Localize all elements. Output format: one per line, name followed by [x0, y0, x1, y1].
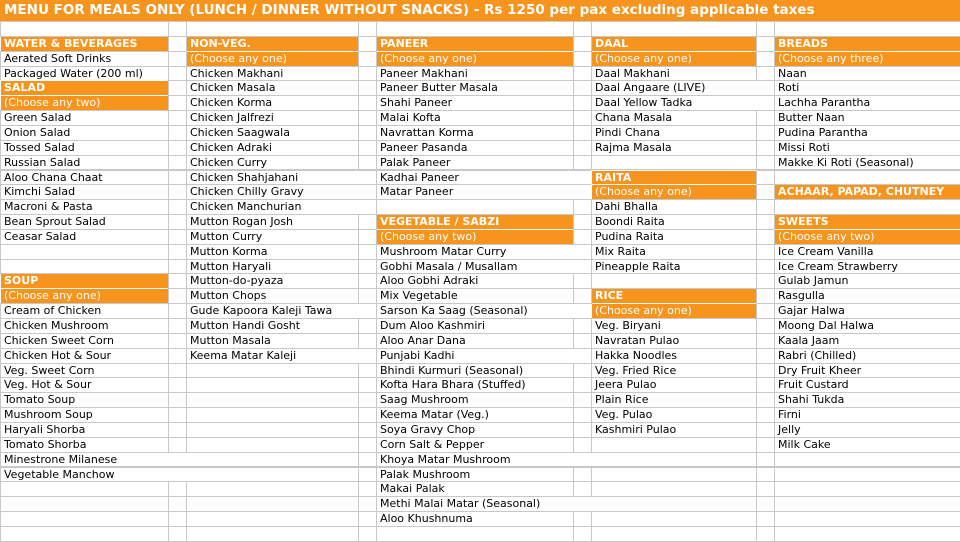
menu-item: Missi Roti — [774, 140, 960, 156]
empty-cell — [573, 199, 592, 215]
empty-cell — [0, 21, 169, 37]
menu-item: Aloo Gobhi Adraki — [376, 273, 574, 289]
empty-cell — [591, 155, 757, 171]
menu-item: Mutton Curry — [186, 229, 359, 245]
empty-cell — [756, 481, 775, 497]
menu-item: Butter Naan — [774, 110, 960, 126]
menu-item: Ice Cream Strawberry — [774, 259, 960, 275]
empty-cell — [591, 273, 757, 289]
menu-item: Tossed Salad — [0, 140, 169, 156]
empty-cell — [0, 481, 169, 497]
menu-item: Mutton Rogan Josh — [186, 214, 359, 230]
empty-cell — [573, 51, 592, 67]
menu-item: Daal Angaare (LIVE) — [591, 80, 775, 96]
empty-cell — [186, 496, 359, 512]
menu-item: Chicken Hot & Sour — [0, 348, 169, 364]
empty-cell — [358, 51, 377, 67]
empty-cell — [358, 437, 377, 453]
empty-cell — [756, 259, 775, 275]
menu-item: Gajar Halwa — [774, 303, 960, 319]
menu-item: Mushroom Soup — [0, 407, 169, 423]
menu-item: Soya Gravy Chop — [376, 422, 574, 438]
menu-item: Navrattan Korma — [376, 125, 574, 141]
empty-cell — [168, 51, 187, 67]
menu-item: Rasgulla — [774, 288, 960, 304]
menu-item: Haryali Shorba — [0, 422, 169, 438]
empty-cell — [358, 288, 377, 304]
menu-item: Macroni & Pasta — [0, 199, 169, 215]
empty-cell — [358, 526, 377, 542]
menu-item: Palak Paneer — [376, 155, 574, 171]
empty-cell — [168, 36, 187, 52]
menu-item: Aloo Anar Dana — [376, 333, 574, 349]
menu-item: Dum Aloo Kashmiri — [376, 318, 574, 334]
empty-cell — [168, 303, 187, 319]
rice-heading: RICE — [591, 288, 757, 304]
empty-cell — [573, 140, 592, 156]
menu-item: Naan — [774, 66, 960, 82]
menu-item: Gobhi Masala / Musallam — [376, 259, 592, 275]
menu-item: Matar Paneer — [376, 184, 592, 200]
menu-item: Paneer Butter Masala — [376, 80, 574, 96]
empty-cell — [376, 21, 574, 37]
menu-item: Veg. Hot & Sour — [0, 377, 169, 393]
empty-cell — [573, 377, 592, 393]
sweets-choose: (Choose any two) — [774, 229, 960, 245]
menu-item: Veg. Fried Rice — [591, 363, 757, 379]
empty-cell — [358, 511, 377, 527]
empty-cell — [168, 526, 187, 542]
empty-cell — [168, 348, 187, 364]
empty-cell — [358, 229, 377, 245]
raita-heading: RAITA — [591, 170, 757, 186]
menu-item: Palak Mushroom — [376, 467, 574, 483]
menu-item: Punjabi Kadhi — [376, 348, 592, 364]
empty-cell — [756, 437, 775, 453]
empty-cell — [168, 184, 187, 200]
empty-cell — [573, 95, 592, 111]
empty-cell — [756, 155, 775, 171]
menu-item: Gulab Jamun — [774, 273, 960, 289]
menu-item: Aloo Chana Chaat — [0, 170, 169, 186]
menu-item: Chicken Chilly Gravy — [186, 184, 377, 200]
empty-cell — [573, 36, 592, 52]
empty-cell — [376, 199, 574, 215]
empty-cell — [358, 80, 377, 96]
empty-cell — [591, 467, 757, 483]
raita-choose: (Choose any one) — [591, 184, 757, 200]
menu-item: Pineapple Raita — [591, 259, 757, 275]
empty-cell — [756, 333, 775, 349]
menu-title: MENU FOR MEALS ONLY (LUNCH / DINNER WITHOUT SNACKS) - Rs 1250 per pax excluding applicable taxes — [0, 0, 960, 21]
empty-cell — [168, 140, 187, 156]
menu-item: Shahi Paneer — [376, 95, 574, 111]
empty-cell — [756, 363, 775, 379]
menu-item: Minestrone Milanese — [0, 452, 359, 468]
empty-cell — [756, 496, 775, 512]
empty-cell — [358, 273, 377, 289]
menu-item: Paneer Pasanda — [376, 140, 574, 156]
empty-cell — [186, 422, 359, 438]
empty-cell — [358, 407, 377, 423]
empty-cell — [573, 526, 592, 542]
empty-cell — [168, 318, 187, 334]
menu-item: Shahi Tukda — [774, 392, 960, 408]
menu-item: Green Salad — [0, 110, 169, 126]
empty-cell — [358, 333, 377, 349]
soup-heading: SOUP — [0, 273, 169, 289]
menu-item: Chicken Curry — [186, 155, 359, 171]
menu-item: Corn Salt & Pepper — [376, 437, 574, 453]
menu-item: Chicken Shahjahani — [186, 170, 377, 186]
empty-cell — [573, 155, 592, 171]
daal-choose: (Choose any one) — [591, 51, 757, 67]
empty-cell — [573, 407, 592, 423]
empty-cell — [573, 437, 592, 453]
empty-cell — [168, 214, 187, 230]
empty-cell — [756, 467, 775, 483]
empty-cell — [573, 363, 592, 379]
menu-item: Chicken Manchurian — [186, 199, 377, 215]
empty-cell — [186, 392, 359, 408]
empty-cell — [756, 318, 775, 334]
empty-cell — [756, 214, 775, 230]
achaar-heading: ACHAAR, PAPAD, CHUTNEY — [774, 184, 960, 200]
empty-cell — [756, 407, 775, 423]
menu-item: Mushroom Matar Curry — [376, 244, 592, 260]
empty-cell — [358, 377, 377, 393]
menu-item: Sarson Ka Saag (Seasonal) — [376, 303, 592, 319]
menu-item: Daal Makhani — [591, 66, 757, 82]
empty-cell — [756, 21, 775, 37]
empty-cell — [168, 437, 187, 453]
empty-cell — [756, 140, 775, 156]
empty-cell — [358, 422, 377, 438]
empty-cell — [358, 363, 377, 379]
menu-item: Mutton Korma — [186, 244, 359, 260]
menu-item: Bean Sprout Salad — [0, 214, 169, 230]
menu-item: Veg. Sweet Corn — [0, 363, 169, 379]
empty-cell — [186, 21, 359, 37]
menu-item: Mix Raita — [591, 244, 757, 260]
empty-cell — [358, 452, 377, 468]
breads-choose: (Choose any three) — [774, 51, 960, 67]
empty-cell — [591, 437, 757, 453]
empty-cell — [186, 437, 359, 453]
empty-cell — [573, 229, 592, 245]
menu-item: Tomato Shorba — [0, 437, 169, 453]
empty-cell — [756, 377, 775, 393]
salad-heading: SALAD — [0, 80, 169, 96]
empty-cell — [358, 125, 377, 141]
menu-item: Fruit Custard — [774, 377, 960, 393]
menu-item: Roti — [774, 80, 960, 96]
empty-cell — [358, 318, 377, 334]
empty-cell — [168, 363, 187, 379]
menu-item: Chicken Korma — [186, 95, 359, 111]
menu-item: Aloo Khushnuma — [376, 511, 574, 527]
empty-cell — [0, 511, 169, 527]
empty-cell — [168, 80, 187, 96]
empty-cell — [168, 170, 187, 186]
menu-item: Jeera Pulao — [591, 377, 757, 393]
empty-cell — [168, 422, 187, 438]
empty-cell — [756, 288, 775, 304]
menu-item: Makai Palak — [376, 481, 574, 497]
menu-item: Kofta Hara Bhara (Stuffed) — [376, 377, 574, 393]
empty-cell — [168, 511, 187, 527]
menu-item: Chana Masala — [591, 110, 757, 126]
empty-cell — [756, 51, 775, 67]
menu-item: Rabri (Chilled) — [774, 348, 960, 364]
menu-item: Chicken Mushroom — [0, 318, 169, 334]
empty-cell — [376, 526, 574, 542]
empty-cell — [168, 21, 187, 37]
menu-item: Chicken Saagwala — [186, 125, 359, 141]
menu-item: Packaged Water (200 ml) — [0, 66, 169, 82]
empty-cell — [0, 244, 169, 260]
empty-cell — [0, 526, 169, 542]
menu-item: Mutton Masala — [186, 333, 359, 349]
menu-item: Dahi Bhalla — [591, 199, 757, 215]
menu-item: Mutton Handi Gosht — [186, 318, 359, 334]
empty-cell — [573, 318, 592, 334]
menu-item: Mutton Chops — [186, 288, 359, 304]
empty-cell — [573, 511, 592, 527]
empty-cell — [168, 110, 187, 126]
empty-cell — [358, 66, 377, 82]
empty-cell — [774, 467, 960, 483]
menu-item: Mutton Haryali — [186, 259, 359, 275]
menu-item: Veg. Biryani — [591, 318, 757, 334]
menu-item: Hakka Noodles — [591, 348, 757, 364]
empty-cell — [358, 95, 377, 111]
empty-cell — [756, 170, 775, 186]
menu-item: Mix Vegetable — [376, 288, 574, 304]
empty-cell — [774, 511, 960, 527]
menu-item: Rajma Masala — [591, 140, 757, 156]
empty-cell — [573, 333, 592, 349]
menu-item: Saag Mushroom — [376, 392, 574, 408]
empty-cell — [168, 288, 187, 304]
empty-cell — [168, 155, 187, 171]
empty-cell — [774, 21, 960, 37]
menu-item: Pudina Raita — [591, 229, 757, 245]
menu-item: Moong Dal Halwa — [774, 318, 960, 334]
empty-cell — [774, 452, 960, 468]
empty-cell — [168, 407, 187, 423]
menu-item: Daal Yellow Tadka — [591, 95, 775, 111]
empty-cell — [168, 259, 187, 275]
empty-cell — [168, 125, 187, 141]
empty-cell — [358, 155, 377, 171]
empty-cell — [774, 170, 960, 186]
menu-item: Chicken Sweet Corn — [0, 333, 169, 349]
menu-item: Bhindi Kurmuri (Seasonal) — [376, 363, 574, 379]
empty-cell — [756, 110, 775, 126]
empty-cell — [774, 496, 960, 512]
empty-cell — [756, 229, 775, 245]
empty-cell — [756, 184, 775, 200]
empty-cell — [186, 407, 359, 423]
empty-cell — [573, 481, 592, 497]
empty-cell — [756, 392, 775, 408]
empty-cell — [358, 496, 377, 512]
daal-heading: DAAL — [591, 36, 757, 52]
empty-cell — [573, 392, 592, 408]
empty-cell — [186, 526, 359, 542]
menu-item: Pudina Parantha — [774, 125, 960, 141]
empty-cell — [591, 526, 757, 542]
menu-item: Veg. Pulao — [591, 407, 757, 423]
empty-cell — [774, 199, 960, 215]
menu-item: Makke Ki Roti (Seasonal) — [774, 155, 960, 171]
empty-cell — [756, 452, 775, 468]
empty-cell — [358, 481, 377, 497]
empty-cell — [573, 110, 592, 126]
menu-item: Boondi Raita — [591, 214, 757, 230]
empty-cell — [168, 481, 187, 497]
empty-cell — [774, 526, 960, 542]
empty-cell — [358, 36, 377, 52]
paneer-choose: (Choose any one) — [376, 51, 574, 67]
empty-cell — [573, 288, 592, 304]
menu-item: Vegetable Manchow — [0, 467, 359, 483]
menu-item: Russian Salad — [0, 155, 169, 171]
menu-item: Dry Fruit Kheer — [774, 363, 960, 379]
empty-cell — [168, 66, 187, 82]
water-heading: WATER & BEVERAGES — [0, 36, 169, 52]
menu-item: Malai Kofta — [376, 110, 574, 126]
menu-item: Milk Cake — [774, 437, 960, 453]
rice-choose: (Choose any one) — [591, 303, 757, 319]
menu-item: Kashmiri Pulao — [591, 422, 757, 438]
empty-cell — [573, 467, 592, 483]
empty-cell — [756, 66, 775, 82]
menu-item: Paneer Makhani — [376, 66, 574, 82]
empty-cell — [573, 273, 592, 289]
menu-item: Methi Malai Matar (Seasonal) — [376, 496, 757, 512]
menu-item: Gude Kapoora Kaleji Tawa — [186, 303, 377, 319]
empty-cell — [168, 95, 187, 111]
menu-item: Khoya Matar Mushroom — [376, 452, 757, 468]
empty-cell — [168, 392, 187, 408]
empty-cell — [573, 214, 592, 230]
menu-item: Plain Rice — [591, 392, 757, 408]
empty-cell — [168, 377, 187, 393]
menu-item: Ceasar Salad — [0, 229, 169, 245]
menu-item: Chicken Makhani — [186, 66, 359, 82]
empty-cell — [573, 80, 592, 96]
empty-cell — [0, 259, 169, 275]
empty-cell — [756, 36, 775, 52]
empty-cell — [573, 66, 592, 82]
menu-item: Chicken Jalfrezi — [186, 110, 359, 126]
menu-grid — [0, 21, 960, 540]
empty-cell — [756, 348, 775, 364]
empty-cell — [358, 467, 377, 483]
menu-item: Keema Matar (Veg.) — [376, 407, 574, 423]
menu-item: Chicken Adraki — [186, 140, 359, 156]
menu-item: Aerated Soft Drinks — [0, 51, 169, 67]
menu-item: Jelly — [774, 422, 960, 438]
menu-item: Keema Matar Kaleji — [186, 348, 377, 364]
empty-cell — [358, 392, 377, 408]
paneer-heading: PANEER — [376, 36, 574, 52]
menu-item: Kaala Jaam — [774, 333, 960, 349]
empty-cell — [168, 496, 187, 512]
empty-cell — [756, 273, 775, 289]
empty-cell — [756, 422, 775, 438]
menu-item: Firni — [774, 407, 960, 423]
empty-cell — [0, 496, 169, 512]
empty-cell — [168, 199, 187, 215]
menu-item: Kimchi Salad — [0, 184, 169, 200]
empty-cell — [186, 363, 359, 379]
menu-item: Navratan Pulao — [591, 333, 757, 349]
empty-cell — [756, 244, 775, 260]
empty-cell — [573, 422, 592, 438]
empty-cell — [756, 511, 775, 527]
sweets-heading: SWEETS — [774, 214, 960, 230]
empty-cell — [358, 110, 377, 126]
menu-item: Ice Cream Vanilla — [774, 244, 960, 260]
empty-cell — [573, 21, 592, 37]
nonveg-choose: (Choose any one) — [186, 51, 359, 67]
menu-item: Onion Salad — [0, 125, 169, 141]
empty-cell — [186, 377, 359, 393]
empty-cell — [358, 244, 377, 260]
empty-cell — [186, 511, 359, 527]
empty-cell — [756, 125, 775, 141]
empty-cell — [186, 481, 359, 497]
empty-cell — [168, 229, 187, 245]
empty-cell — [591, 511, 757, 527]
menu-item: Kadhai Paneer — [376, 170, 592, 186]
vegetable-choose: (Choose any two) — [376, 229, 574, 245]
empty-cell — [358, 259, 377, 275]
empty-cell — [358, 214, 377, 230]
empty-cell — [756, 303, 775, 319]
empty-cell — [358, 140, 377, 156]
nonveg-heading: NON-VEG. — [186, 36, 359, 52]
empty-cell — [358, 21, 377, 37]
empty-cell — [756, 526, 775, 542]
empty-cell — [168, 244, 187, 260]
empty-cell — [573, 125, 592, 141]
empty-cell — [774, 481, 960, 497]
empty-cell — [168, 273, 187, 289]
menu-item: Lachha Parantha — [774, 95, 960, 111]
menu-item: Chicken Masala — [186, 80, 359, 96]
breads-heading: BREADS — [774, 36, 960, 52]
soup-choose: (Choose any one) — [0, 288, 169, 304]
menu-item: Tomato Soup — [0, 392, 169, 408]
empty-cell — [756, 199, 775, 215]
empty-cell — [591, 481, 757, 497]
empty-cell — [168, 333, 187, 349]
menu-item: Mutton-do-pyaza — [186, 273, 359, 289]
vegetable-heading: VEGETABLE / SABZI — [376, 214, 574, 230]
empty-cell — [591, 21, 757, 37]
menu-item: Pindi Chana — [591, 125, 757, 141]
menu-item: Cream of Chicken — [0, 303, 169, 319]
salad-choose: (Choose any two) — [0, 95, 169, 111]
